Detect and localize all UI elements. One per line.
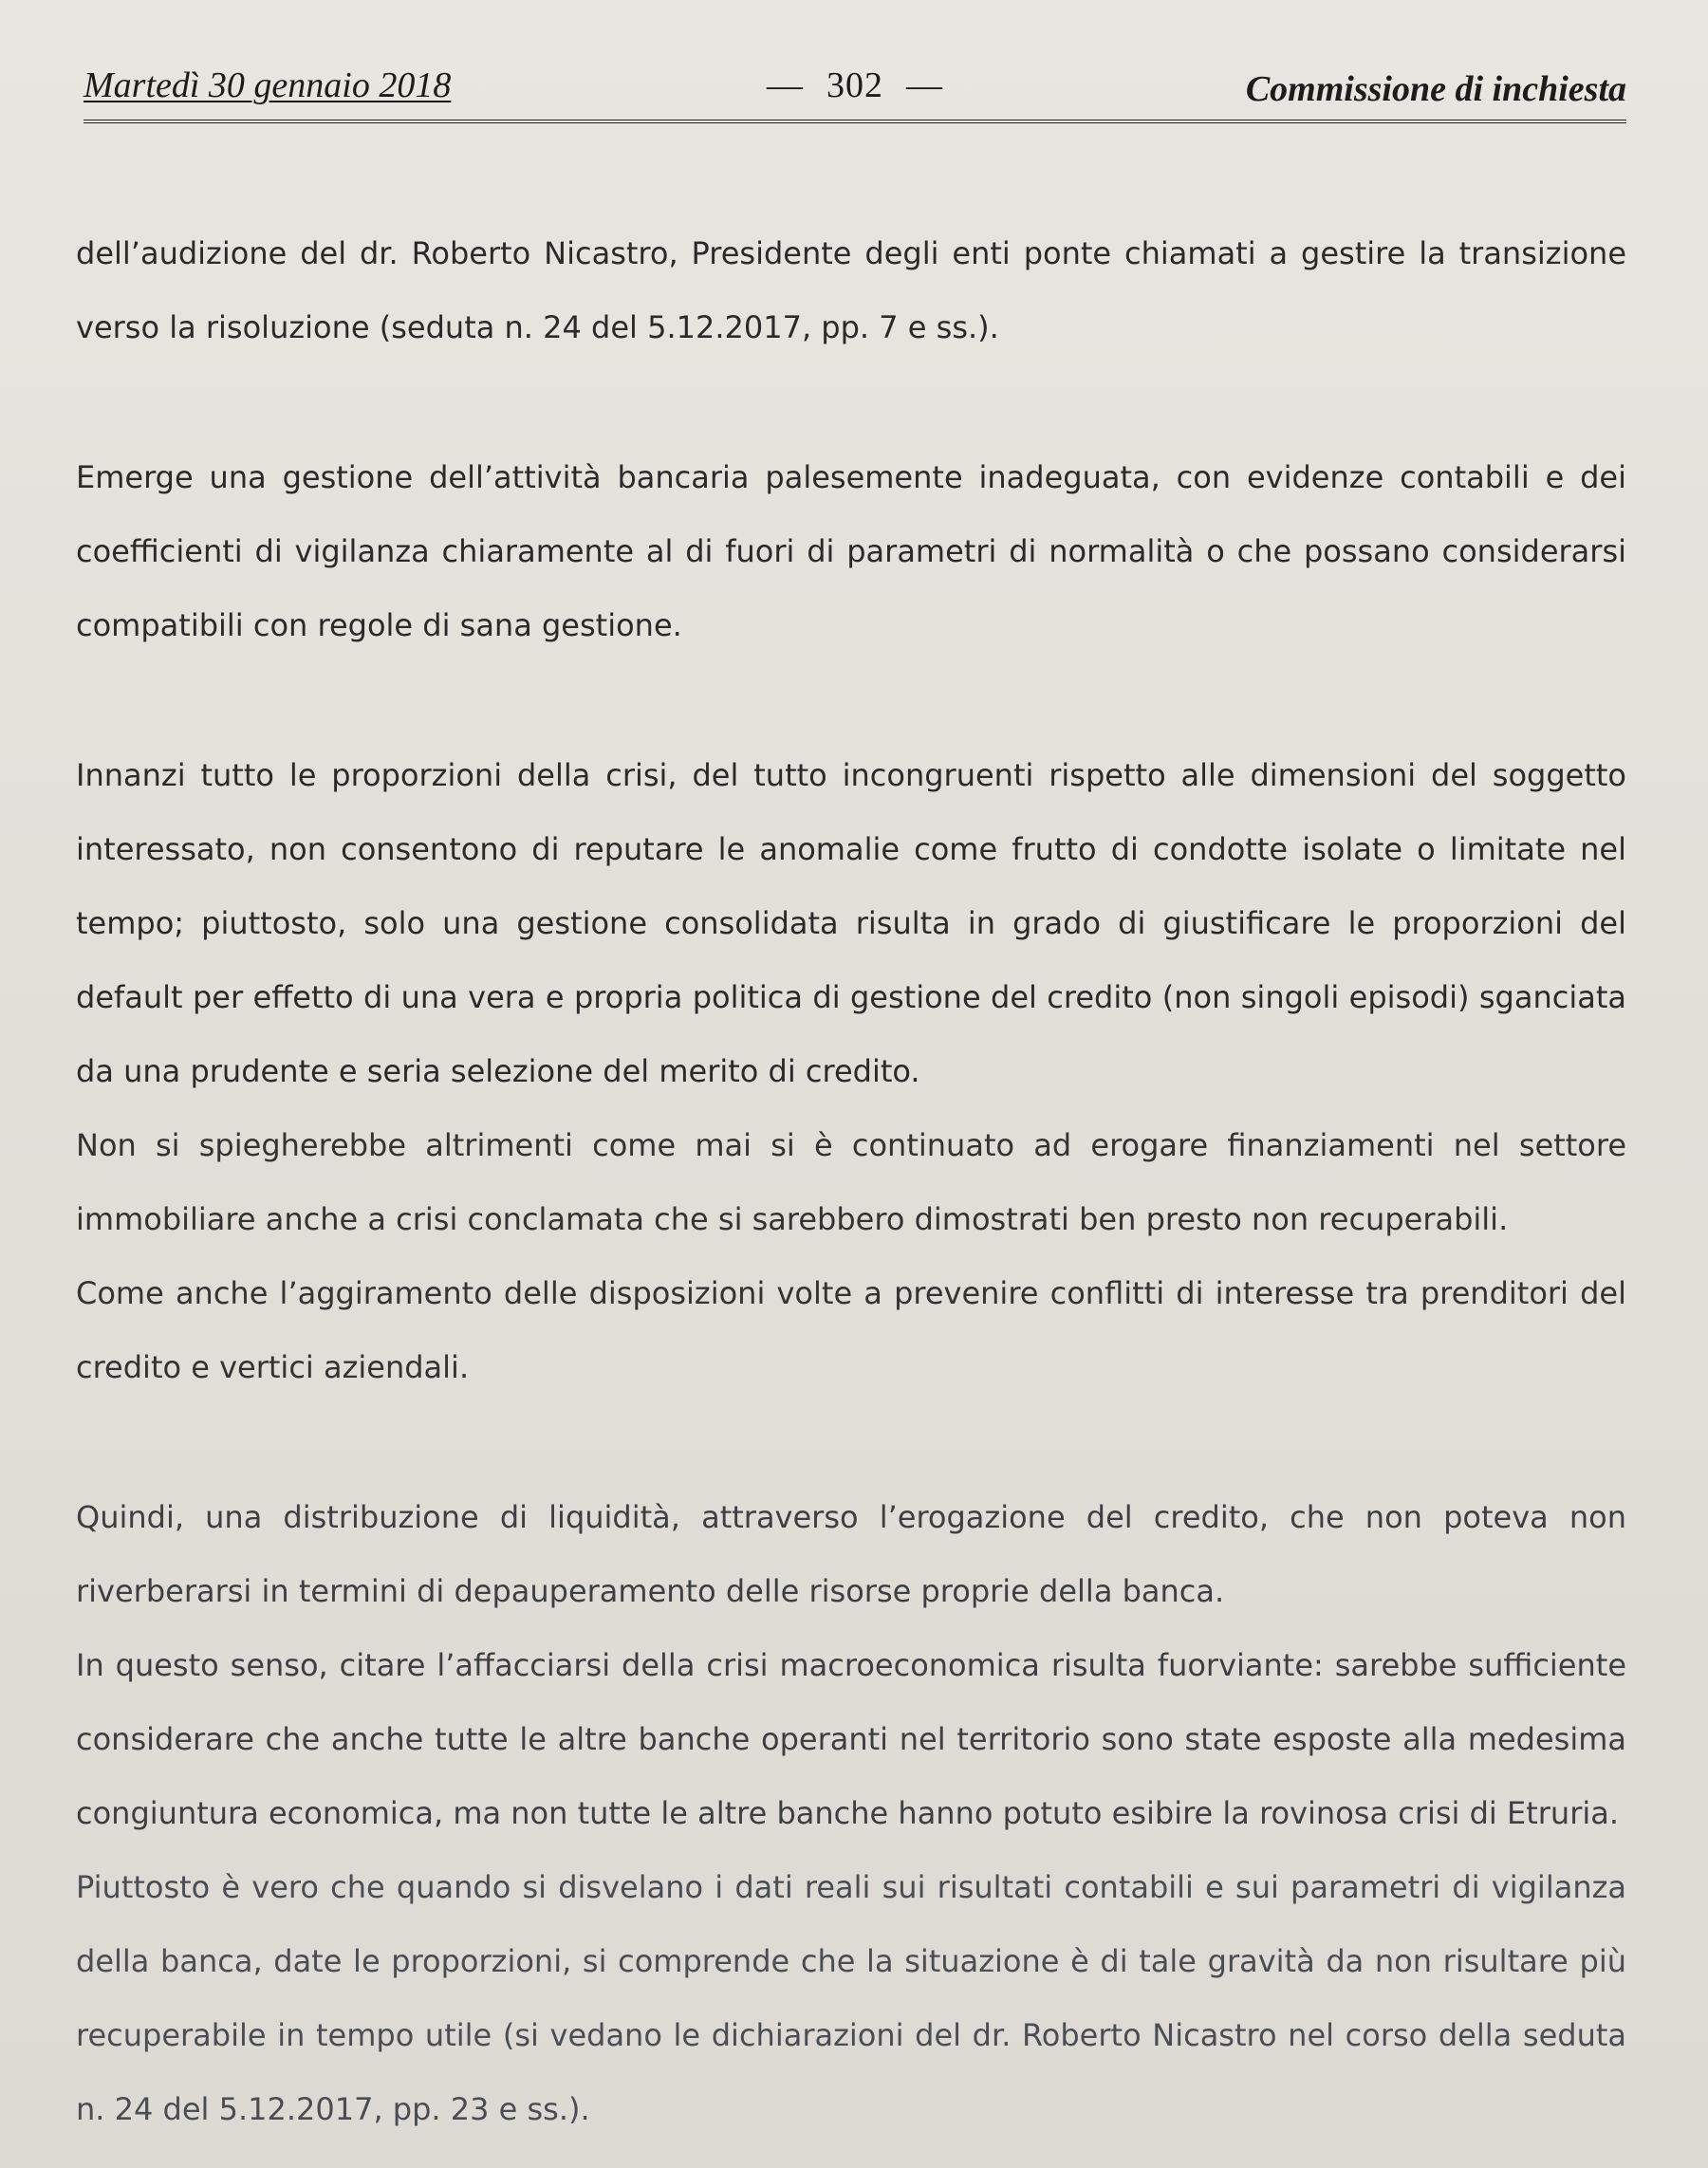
paragraph: Come anche l’aggiramento delle disposizioni volte a prevenire conflitti di interesse tra prenditori del credito e vertici aziendali. (76, 1275, 1626, 1385)
paragraph: Emerge una gestione dell’attività bancaria palesemente inadeguata, con evidenze contabili e dei coefficienti di vigilanza chiaramente al di fuori di parametri di normalità o che possano considerarsi compatibili con regole di sana gestione. (76, 459, 1626, 643)
paragraph: Non si spiegherebbe altrimenti come mai si è continuato ad erogare finanziamenti nel settore immobiliare anche a crisi conclamata che si sarebbero dimostrati ben presto non recuperabili. (76, 1127, 1626, 1237)
paragraph: dell’audizione del dr. Roberto Nicastro, Presidente degli enti ponte chiamati a gestire la transizione verso la risoluzione (seduta n. 24 del 5.12.2017, pp. 7 e ss.). (76, 235, 1626, 345)
paragraph: In questo senso, citare l’affacciarsi della crisi macroeconomica risulta fuorviante: sarebbe sufficiente considerare che anche tutte le altre banche operanti nel territorio sono state esposte alla medesima congiuntura economica, ma non tutte le altre banche hanno potuto esibire la rovinosa crisi di Etruria. (76, 1647, 1626, 1831)
page-number: — 302 — (767, 65, 943, 105)
paragraph: Piuttosto è vero che quando si disvelano i dati reali sui risultati contabili e sui parametri di vigilanza della banca, date le proporzioni, si comprende che la situazione è di tale gravità da non risultare più recuperabile in tempo utile (si vedano le dichiarazioni del dr. Roberto Nicastro nel corso della seduta n. 24 del 5.12.2017, pp. 23 e ss.). (76, 1869, 1626, 2127)
document-body (76, 216, 1626, 2146)
paragraph: Innanzi tutto le proporzioni della crisi, del tutto incongruenti rispetto alle dimensioni del soggetto interessato, non consentono di reputare le anomalie come frutto di condotte isolate o limitate nel tempo; piuttosto, solo una gestione consolidata risulta in grado di giustificare le proporzioni del default per effetto di una vera e propria politica di gestione del credito (non singoli episodi) sganciata da una prudente e seria selezione del merito di credito. (76, 757, 1626, 1089)
page-number-value: 302 (826, 65, 883, 105)
page-header (84, 57, 1626, 123)
header-title: Commissione di inchiesta (1245, 69, 1626, 109)
header-date: Martedì 30 gennaio 2018 (84, 65, 452, 105)
paragraph: Quindi, una distribuzione di liquidità, attraverso l’erogazione del credito, che non poteva non riverberarsi in termini di depauperamento delle risorse proprie della banca. (76, 1499, 1626, 1609)
